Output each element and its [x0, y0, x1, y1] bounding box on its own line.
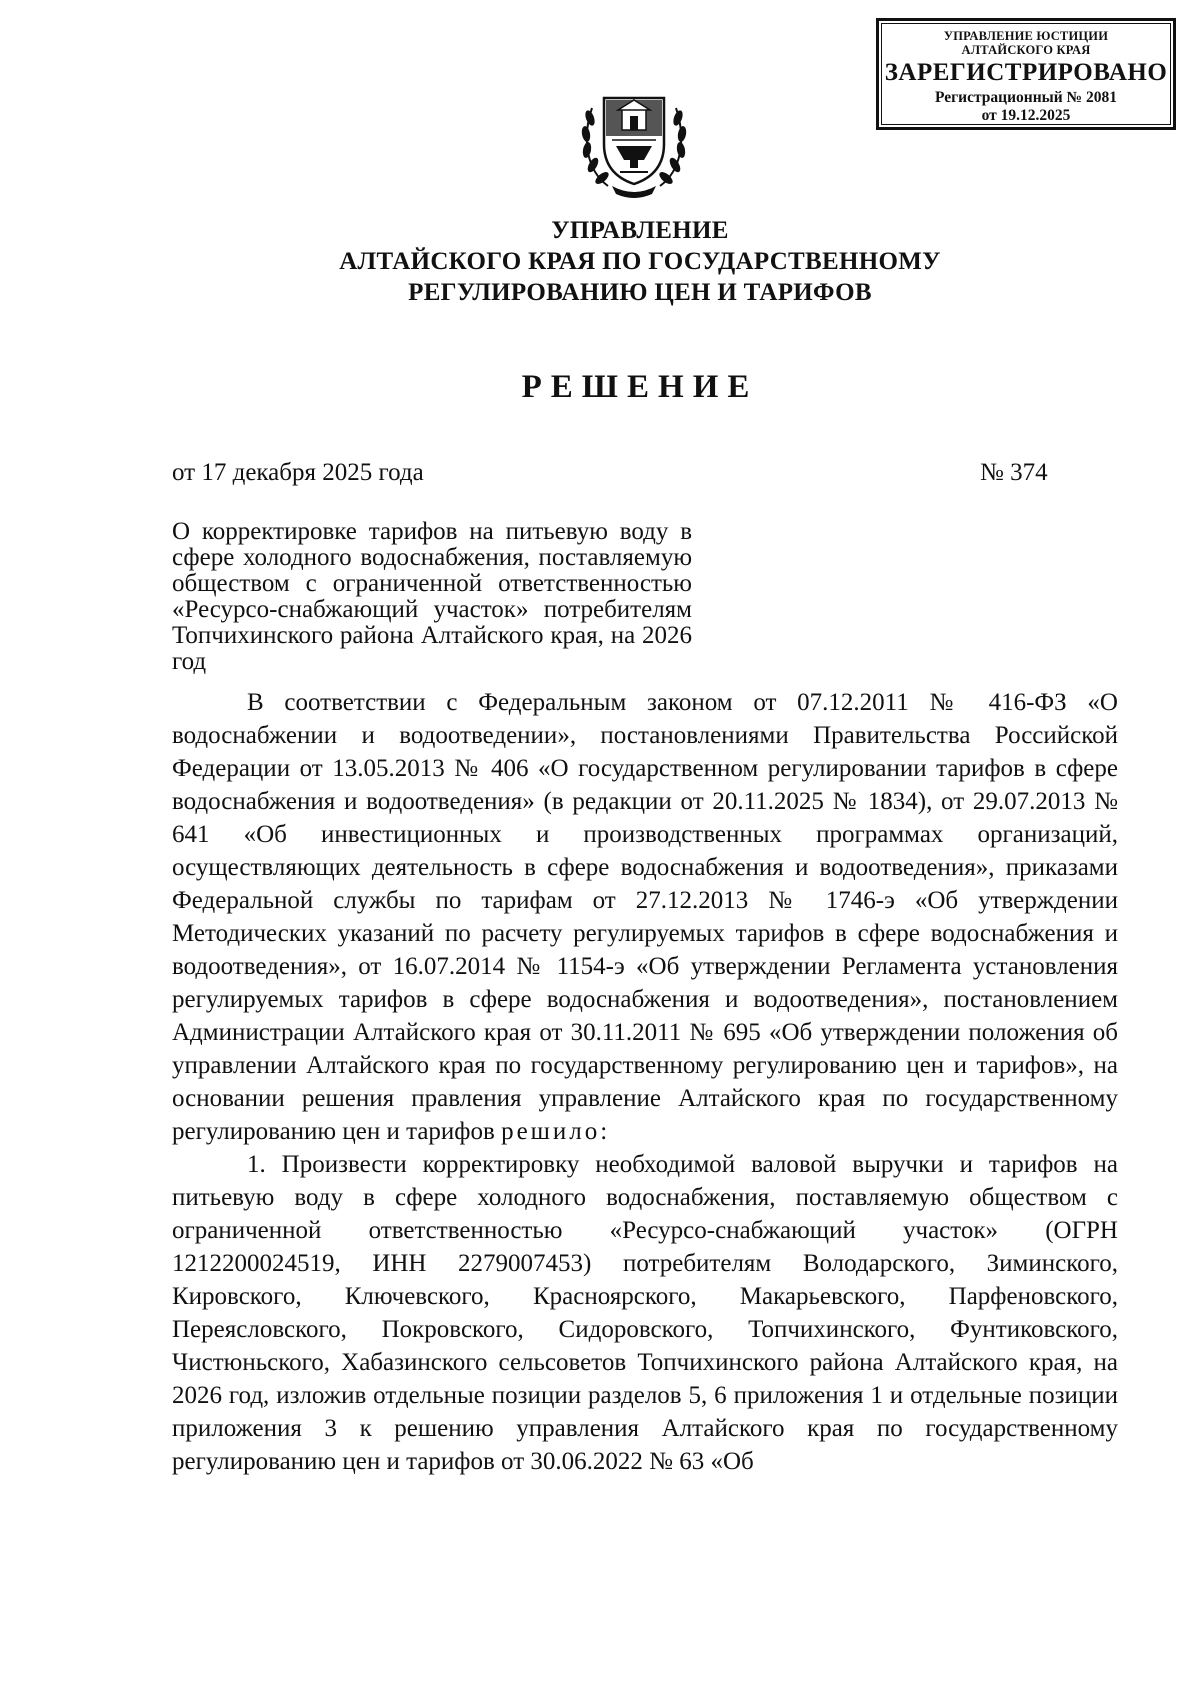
stamp-reg-date: от 19.12.2025: [981, 107, 1071, 124]
stamp-status: ЗАРЕГИСТРИРОВАНО: [884, 59, 1168, 86]
organization-title-line1: УПРАВЛЕНИЕ: [551, 217, 729, 244]
registration-stamp: [876, 18, 1176, 130]
stamp-authority-line2: АЛТАЙСКОГО КРАЯ: [961, 43, 1091, 57]
stamp-authority-line1: УПРАВЛЕНИЕ ЮСТИЦИИ: [943, 29, 1109, 43]
body-paragraph-preamble: [172, 686, 1118, 1148]
organization-title: [200, 215, 1080, 308]
body-paragraph-item-1: 1. Произвести корректировку необходимой валовой выручки и тарифов на питьевую воду в сфере холодного водоснабжения, поставляемую обществом с ограниченной ответственностью «Ресурсо-снабжающий участок» (ОГРН 1212200024519, ИНН 2279007453) потребителям Володарского, Зиминского, Кировского, Ключевского, Красноярского, Макарьевского, Парфеновского, Переясловского, Покровского, Сидоровского, Топчихинского, Фунтиковского, Чистюньского, Хабазинского сельсоветов Топчихинского района Алтайского края, на 2026 год, изложив отдельные позиции разделов 5, 6 приложения 1 и отдельные позиции приложения 3 к решению управления Алтайского края по государственному регулированию цен и тарифов от 30.06.2022 № 63 «Об: [172, 1151, 1118, 1475]
document-subject: О корректировке тарифов на питьевую воду в сфере холодного водоснабжения, поставляемую обществом с ограниченной ответственностью «Ресурсо-снабжающий участок» потребителям Топчихинского района Алтайского края, на 2026 год: [172, 518, 692, 675]
stamp-reg-number: Регистрационный № 2081: [935, 89, 1117, 106]
document-number: № 374: [980, 459, 1048, 486]
document-date: от 17 декабря 2025 года: [172, 459, 424, 486]
document-type-heading: РЕШЕНИЕ: [521, 369, 759, 405]
preamble-text: В соответствии с Федеральным законом от 07.12.2011 № 416-ФЗ «О водоснабжении и водоотведении», постановлениями Правительства Российской Федерации от 13.05.2013 № 406 «О государственном регулировании тарифов в сфере водоснабжения и водоотведения» (в редакции от 20.11.2025 № 1834), от 29.07.2013 № 641 «Об инвестиционных и производственных программах организаций, осуществляющих деятельность в сфере водоснабжения и водоотведения», приказами Федеральной службы по тарифам от 27.12.2013 № 1746-э «Об утверждении Методических указаний по расчету регулируемых тарифов в сфере водоснабжения и водоотведения», от 16.07.2014 № 1154-э «Об утверждении Регламента установления регулируемых тарифов в сфере водоснабжения и водоотведения», постановлением Администрации Алтайского края от 30.11.2011 № 695 «Об утверждении положения об управлении Алтайского края по государственному регулированию цен и тарифов», на основании решения правления управление Алтайского края по государственному регулированию цен и тарифов: [172, 689, 1118, 1145]
altai-coat-of-arms-icon: [578, 82, 690, 200]
registration-stamp-inner: [881, 23, 1171, 125]
document-body: [172, 686, 1118, 1478]
organization-title-line3: РЕГУЛИРОВАНИЮ ЦЕН И ТАРИФОВ: [408, 279, 872, 306]
decision-word: решило:: [501, 1118, 611, 1145]
organization-title-line2: АЛТАЙСКОГО КРАЯ ПО ГОСУДАРСТВЕННОМУ: [339, 248, 941, 275]
